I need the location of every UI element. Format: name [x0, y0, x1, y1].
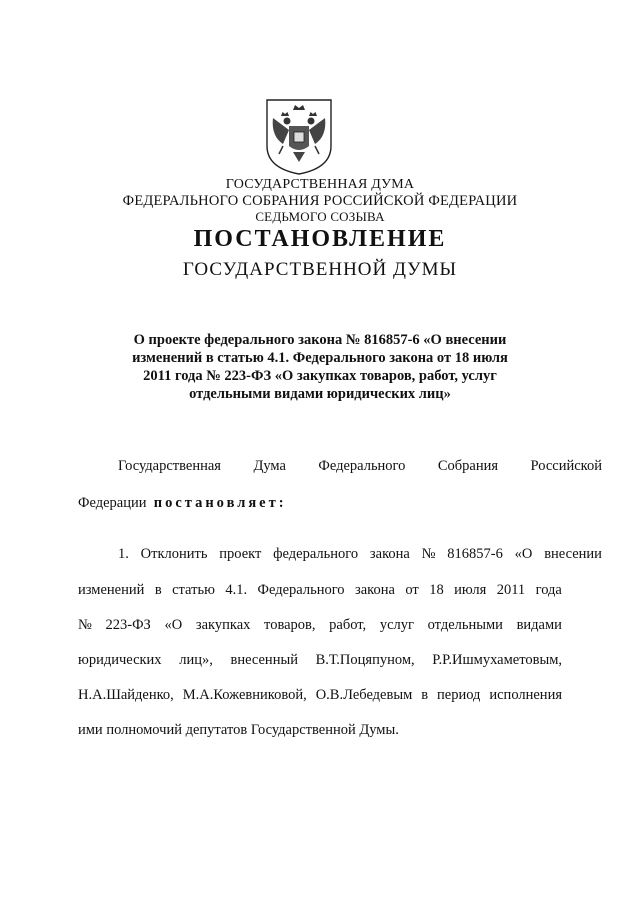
- preamble-line-1: [78, 458, 602, 475]
- word: №: [78, 617, 92, 633]
- word: в: [154, 582, 162, 598]
- word: лиц»,: [179, 652, 213, 668]
- item1-line-4: [78, 652, 562, 669]
- word: Российской: [530, 458, 602, 474]
- word: изменений: [78, 582, 145, 598]
- word: Федерального: [318, 458, 406, 474]
- word: «О: [514, 546, 533, 562]
- document-title: ПОСТАНОВЛЕНИЕ: [193, 226, 447, 252]
- word: Федерального: [257, 582, 345, 598]
- word: статью: [172, 582, 215, 598]
- word: закупках: [195, 617, 251, 633]
- word: период: [437, 687, 481, 703]
- item1-line-5: [78, 687, 562, 704]
- word: в: [421, 687, 429, 703]
- subject-line: 2011 года № 223-ФЗ «О закупках товаров, работ, услуг: [143, 368, 497, 384]
- item1-line-6: ими полномочий депутатов Государственной Думы.: [78, 722, 399, 738]
- word: 18: [429, 582, 444, 598]
- word: закона: [355, 582, 395, 598]
- word: исполнения: [489, 687, 562, 703]
- word: Р.Р.Ишмухаметовым,: [432, 652, 562, 668]
- word: Дума: [253, 458, 286, 474]
- word: 2011: [496, 582, 526, 598]
- header-convocation: СЕДЬМОГО СОЗЫВА: [255, 209, 385, 224]
- word: 223-ФЗ: [105, 617, 151, 633]
- header-federal-assembly: ФЕДЕРАЛЬНОГО СОБРАНИЯ РОССИЙСКОЙ ФЕДЕРАЦИИ: [122, 193, 518, 209]
- word: юридических: [78, 652, 162, 668]
- item1-line-3: [78, 617, 562, 634]
- word: 4.1.: [225, 582, 248, 598]
- word: внесении: [544, 546, 602, 562]
- word: услуг: [379, 617, 414, 633]
- preamble-federation: Федерации: [78, 495, 147, 511]
- subject-heading: [110, 331, 530, 403]
- coat-of-arms-emblem: [263, 96, 335, 176]
- word: В.Т.Поцяпуном,: [315, 652, 415, 668]
- word: 1.: [118, 546, 129, 562]
- item1-line-2: [78, 582, 562, 599]
- preamble-resolves: постановляет:: [153, 495, 287, 511]
- subject-line: изменений в статью 4.1. Федерального закона от 18 июля: [132, 350, 508, 366]
- word: отдельными: [427, 617, 503, 633]
- word: внесенный: [230, 652, 298, 668]
- word: июля: [454, 582, 487, 598]
- word: товаров,: [264, 617, 316, 633]
- subject-line: отдельными видами юридических лиц»: [189, 386, 451, 402]
- word: видами: [516, 617, 562, 633]
- document-subtitle: ГОСУДАРСТВЕННОЙ ДУМЫ: [182, 259, 458, 280]
- word: Отклонить: [140, 546, 208, 562]
- subject-line: О проекте федерального закона № 816857-6 «О внесении: [133, 332, 507, 348]
- word: работ,: [329, 617, 367, 633]
- word: от: [405, 582, 419, 598]
- word: М.А.Кожевниковой,: [182, 687, 307, 703]
- word: 816857-6: [447, 546, 503, 562]
- word: Государственная: [118, 458, 221, 474]
- preamble-line-2: [78, 495, 562, 512]
- word: Собрания: [437, 458, 499, 474]
- word: «О: [164, 617, 183, 633]
- word: года: [535, 582, 562, 598]
- double-headed-eagle-icon: [263, 96, 335, 176]
- word: проект: [219, 546, 262, 562]
- word: Н.А.Шайденко,: [78, 687, 174, 703]
- word: О.В.Лебедевым: [315, 687, 413, 703]
- word: федерального: [273, 546, 359, 562]
- header-duma: ГОСУДАРСТВЕННАЯ ДУМА: [225, 177, 415, 192]
- item1-line-1: [78, 546, 602, 563]
- word: закона: [369, 546, 410, 562]
- word: №: [421, 546, 436, 562]
